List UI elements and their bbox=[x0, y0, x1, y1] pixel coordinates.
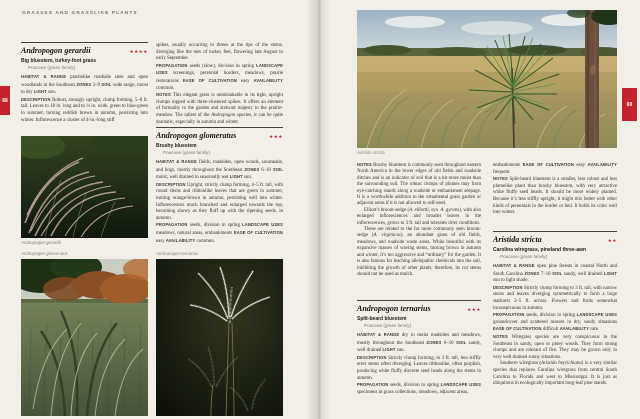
paragraph: DESCRIPTION Robust, strongly upright, clump forming, 5–8 ft. tall. Leaves to 18 in. long and to ¼ in. wide, green to blue-green in summer, turning reddish brown in autumn, persisting into winter. Inflorescence a cluster of 4-in.-long stiff bbox=[21, 96, 148, 123]
entry-body bbox=[156, 43, 283, 126]
rating-stars-icon: ★★★★ bbox=[129, 49, 148, 54]
paragraph: DESCRIPTION Strictly clump forming to 3 ft. tall, with narrow stems and leaves diverging symmetrically to form a large starburst 3–5 ft. across. Flowers and fruits somewhat inconspicuous in autumn. bbox=[493, 284, 617, 311]
paragraph: NOTES Brushy bluestem is commonly seen throughout eastern North America in the lower edges of old fields and roadside ditches and is an indicator of soil that is a bit more moist than the surrounding soil. The robust clumps of plumes may form eye-catching stands along a roadside or embankment seepage. It is a worthwhile addition to the ornamental grass garden or adjacent areas if it is not allowed to self-seed. bbox=[357, 162, 481, 207]
entry-continuation-ternarius bbox=[493, 162, 617, 217]
paragraph: These are related to the far more commonly seen broom-sedge (A. virginicus), an abundant grass of old fields, meadows, and roadside waste areas. While beautiful with its expansive masses of waving stems, turning brown in autumn and winter, it’s too aggressive and “ordinary” for the garden. It is also famous for leaching allelopathic chemicals into the soil, inhibiting the growth of other plants; therefore, its cut stems should not be used as mulch. bbox=[357, 227, 481, 277]
entry-divider bbox=[493, 231, 617, 232]
common-name: Split-beard bluestem bbox=[357, 315, 407, 322]
page-number-left: 68 bbox=[0, 86, 10, 115]
pine-savanna-illustration bbox=[357, 10, 617, 148]
paragraph: HABITAT & RANGE fields, roadsides, open woods, savannahs, and bogs, mostly throughout the Southeast ZONES 6–10 SOIL moist, well drained to seasonally wet LIGHT sun. bbox=[156, 159, 283, 181]
common-name: Carolina wiregrass, pineland three-awn bbox=[493, 246, 587, 253]
paragraph: PROPAGATION seeds, division in spring LANDSCAPE USES groundcover and scattered masses in dry, sandy situations EASE OF CULTIVATION difficult AVAILABILITY rare. bbox=[493, 312, 617, 333]
paragraph: DESCRIPTION Upright, strictly clump forming, 4–5 ft. tall, with round stems and ribbonlike leaves that are green in summer, turning orange-brown in autumn, persisting well into winter. Inflorescences much branched and enlarged towards the top, becoming showy as they fluff up with the ripening seeds, in autumn. bbox=[156, 181, 283, 221]
common-name: Big bluestem, turkey-foot grass bbox=[21, 57, 97, 64]
photo-andropogon-gerardii bbox=[21, 136, 148, 238]
paragraph: HABITAT & RANGE open pine forests in coastal North and South Carolina ZONES 7–10 SOIL sandy, well drained LIGHT sun to light shade. bbox=[493, 263, 617, 284]
species-name: Andropogon ternarius bbox=[357, 304, 431, 313]
paragraph: PROPAGATION seeds (slow), division in spring LANDSCAPE USES screenings, perennial borders, meadows, prairie restorations EASE OF CULTIVATION easy AVAILABILITY common. bbox=[156, 62, 284, 91]
family-name: Poaceae (grass family) bbox=[500, 254, 547, 259]
entry-heading bbox=[493, 235, 617, 245]
entry-heading bbox=[156, 131, 283, 141]
entry-divider bbox=[21, 42, 148, 43]
paragraph: spikes, usually occurring in threes at the tips of the stems, diverging like the toes of turkey feet, flowering late August to early September. bbox=[156, 43, 283, 62]
entry-divider bbox=[357, 300, 481, 301]
paragraph: embankments EASE OF CULTIVATION easy AVAILABILITY frequent. bbox=[493, 162, 618, 175]
entry-continuation-gerardii bbox=[156, 43, 283, 126]
paragraph: Southern wiregrass (Aristida beyrichiana) is a very similar species that replaces Carolina wiregrass from central South Carolina to Florida and west to Mississippi. It is just as ubiquitous in ecologically important long-leaf pine stands. bbox=[493, 361, 617, 387]
entry-body bbox=[156, 159, 283, 245]
entry-andropogon-ternarius bbox=[357, 300, 481, 396]
paragraph: Elliott’s broom-sedge (A. elliottii, syn. A. gyrans), with also enlarged inflorescences and broader leaves in the inflorescences, grows to 3 ft. tall and tolerates drier conditions. bbox=[357, 207, 481, 226]
entry-andropogon-gerardii bbox=[21, 42, 148, 124]
common-name: Brushy bluestem bbox=[156, 142, 197, 149]
entry-body bbox=[493, 162, 617, 217]
entry-heading bbox=[21, 46, 148, 56]
paragraph: NOTES Wiregrass species are very conspicuous in the Southeast in sandy, open or piney woods. They form strong clumps and are tolerant of fire. They may be grown only in very well drained sunny situations. bbox=[493, 333, 617, 360]
page-number-right: 69 bbox=[622, 88, 637, 121]
photo-andropogon-glomeratus bbox=[21, 259, 148, 416]
page-gutter bbox=[306, 0, 332, 419]
entry-andropogon-glomeratus bbox=[156, 127, 283, 245]
rating-stars-icon: ★★ bbox=[607, 238, 617, 243]
entry-body bbox=[21, 74, 148, 124]
photo-andropogon-ternarius bbox=[156, 259, 283, 416]
family-name: Poaceae (grass family) bbox=[364, 323, 411, 328]
family-name: Poaceae (grass family) bbox=[163, 150, 210, 155]
entry-body bbox=[357, 162, 481, 278]
entry-body bbox=[493, 263, 617, 388]
species-name: Aristida stricta bbox=[493, 235, 542, 244]
running-header: GRASSES AND GRASSLIKE PLANTS bbox=[22, 11, 138, 16]
entry-body bbox=[357, 332, 481, 396]
paragraph: DESCRIPTION Strictly clump forming, to 3 ft. tall, less stiffly erect stems often diverging. Leaves ribbonlike, often purplish, producing white fluffy discrete seed heads along the stems in autumn. bbox=[357, 354, 481, 381]
paragraph: PROPAGATION seeds, division in spring LANDSCAPE USES specimens in grass collections, meadows, adjacent areas, bbox=[357, 382, 481, 395]
grass-plumes-illustration bbox=[21, 136, 148, 238]
rating-stars-icon: ★★★ bbox=[467, 307, 481, 312]
entry-notes-glomeratus bbox=[357, 162, 481, 278]
entry-aristida-stricta bbox=[493, 231, 617, 388]
entry-divider bbox=[156, 127, 283, 128]
photo-caption: Andropogon gerardii bbox=[21, 240, 61, 245]
photo-aristida-stricta bbox=[357, 10, 617, 148]
paragraph: NOTES This elegant grass is unmistakable in its tight, upright clumps topped with three-clustered spikes. It offers an element of formality to the garden and stalwart majesty to the prairie-meadow. The tallest of the Andropogon species, it can be quite dramatic, especially in autumn and winter. bbox=[156, 92, 283, 125]
rating-stars-icon: ★★★ bbox=[269, 134, 283, 139]
family-name: Poaceae (grass family) bbox=[28, 65, 75, 70]
photo-caption: Aristida stricta bbox=[357, 150, 385, 155]
grass-field-autumn-illustration bbox=[21, 259, 148, 416]
species-name: Andropogon gerardii bbox=[21, 46, 91, 55]
paragraph: PROPAGATION seeds, division in spring LANDSCAPE USES meadows, natural areas, embankments EASE OF CULTIVATION easy AVAILABILITY common. bbox=[156, 222, 284, 244]
paragraph: HABITAT & RANGE prairielike roadside sites and open woodlands in the Southeast ZONES 3–9 SOIL wide range, moist to dry LIGHT sun. bbox=[21, 74, 149, 96]
paragraph: NOTES Split-beard bluestem is a smaller, less robust and less plumelike plant than brushy bluestem, with very attractive white fluffy seed heads. It should be more widely planted. Because it’s less stiffly upright, it might mix better with other kinds of perennials in the border or bed. It holds its color well into winter. bbox=[493, 176, 617, 216]
paragraph: HABITAT & RANGE dry to moist roadsides and meadows, mostly throughout the Southeast ZONES 6–10 SOIL sandy, well drained LIGHT sun. bbox=[357, 332, 481, 354]
photo-caption: Andropogon glomeratus bbox=[21, 251, 68, 256]
species-name: Andropogon glomeratus bbox=[156, 131, 237, 140]
feathery-seed-head-illustration bbox=[156, 259, 283, 416]
entry-heading bbox=[357, 304, 481, 314]
photo-caption: Andropogon ternarius bbox=[156, 251, 199, 256]
